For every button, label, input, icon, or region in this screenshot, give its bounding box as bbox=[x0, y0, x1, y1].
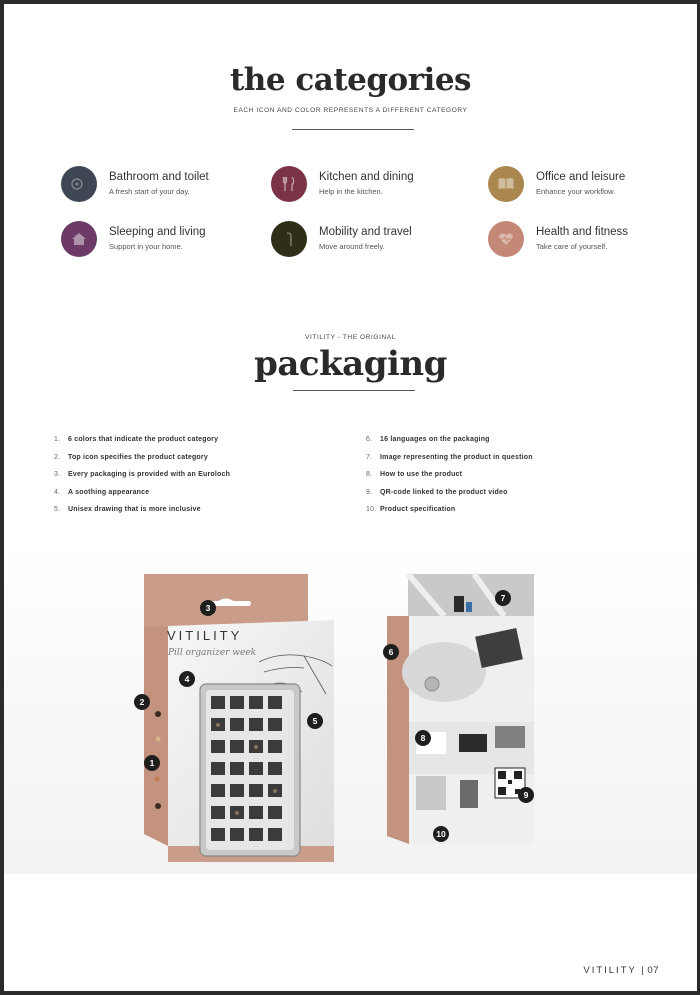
category-circle bbox=[271, 221, 307, 257]
page-footer bbox=[583, 965, 659, 976]
category-circle bbox=[61, 221, 97, 257]
list-item: 8. How to use the product bbox=[366, 471, 463, 478]
marker-7: 7 bbox=[495, 590, 511, 606]
back-box bbox=[387, 574, 534, 844]
category-circle bbox=[271, 166, 307, 202]
marker-8: 8 bbox=[415, 730, 431, 746]
footer-page-number: | 07 bbox=[641, 965, 659, 976]
category-bathroom bbox=[61, 166, 261, 206]
category-circle bbox=[488, 166, 524, 202]
marker-3: 3 bbox=[200, 600, 216, 616]
marker-4: 4 bbox=[179, 671, 195, 687]
category-desc: Support in your home. bbox=[109, 242, 183, 251]
box-product-name: Pill organizer week bbox=[168, 648, 257, 658]
category-health bbox=[488, 221, 688, 261]
footer-brand: VITILITY bbox=[583, 965, 637, 976]
house-icon bbox=[70, 230, 88, 248]
marker-6: 6 bbox=[383, 644, 399, 660]
category-office bbox=[488, 166, 688, 206]
fork-knife-icon bbox=[280, 175, 298, 193]
list-item: 2. Top icon specifies the product category bbox=[54, 453, 208, 461]
categories-divider bbox=[292, 129, 414, 130]
brochure-page bbox=[4, 4, 697, 991]
category-desc: Enhance your workflow. bbox=[536, 187, 616, 196]
marker-10: 10 bbox=[433, 826, 449, 842]
features-list-left bbox=[54, 436, 230, 524]
category-desc: Help in the kitchen. bbox=[319, 187, 383, 196]
category-sleeping bbox=[61, 221, 261, 261]
box-brand: VITILITY bbox=[167, 628, 243, 643]
category-circle bbox=[61, 166, 97, 202]
categories-subtitle: EACH ICON AND COLOR REPRESENTS A DIFFERENT CATEGORY bbox=[233, 107, 468, 114]
marker-1: 1 bbox=[144, 755, 160, 771]
category-desc: A fresh start of your day. bbox=[109, 187, 190, 196]
packaging-divider bbox=[293, 390, 415, 391]
packaging-illustration bbox=[4, 544, 697, 874]
list-item: 9. QR-code linked to the product video bbox=[366, 488, 508, 496]
category-circle bbox=[488, 221, 524, 257]
list-item: 6. 16 languages on the packaging bbox=[366, 436, 490, 443]
features-list-right bbox=[366, 436, 533, 524]
front-box bbox=[144, 574, 334, 862]
toilet-paper-icon bbox=[70, 175, 88, 193]
category-name: Office and leisure bbox=[536, 171, 626, 183]
list-item: 7. Image representing the product in question bbox=[366, 453, 533, 461]
category-mobility bbox=[271, 221, 471, 261]
packaging-eyebrow: VITILITY - THE ORIGINAL bbox=[305, 334, 396, 341]
category-desc: Move around freely. bbox=[319, 242, 385, 251]
list-item: 3. Every packaging is provided with an Euroloch bbox=[54, 471, 231, 478]
category-desc: Take care of yourself. bbox=[536, 242, 608, 251]
packaging-title: packaging bbox=[254, 344, 447, 384]
heart-pulse-icon bbox=[497, 230, 515, 248]
category-name: Kitchen and dining bbox=[319, 171, 414, 183]
categories-title: the categories bbox=[229, 62, 471, 98]
category-name: Health and fitness bbox=[536, 226, 629, 238]
book-icon bbox=[497, 175, 515, 193]
marker-9: 9 bbox=[518, 787, 534, 803]
category-name: Sleeping and living bbox=[109, 226, 206, 238]
list-item: 10. Product specification bbox=[366, 506, 456, 513]
category-name: Mobility and travel bbox=[319, 226, 412, 238]
list-item: 5. Unisex drawing that is more inclusive bbox=[54, 506, 201, 513]
list-item: 1. 6 colors that indicate the product category bbox=[54, 436, 219, 443]
category-kitchen bbox=[271, 166, 471, 206]
marker-5: 5 bbox=[307, 713, 323, 729]
category-name: Bathroom and toilet bbox=[109, 171, 209, 183]
walking-cane-icon bbox=[280, 230, 298, 248]
marker-2: 2 bbox=[134, 694, 150, 710]
list-item: 4. A soothing appearance bbox=[54, 488, 150, 496]
